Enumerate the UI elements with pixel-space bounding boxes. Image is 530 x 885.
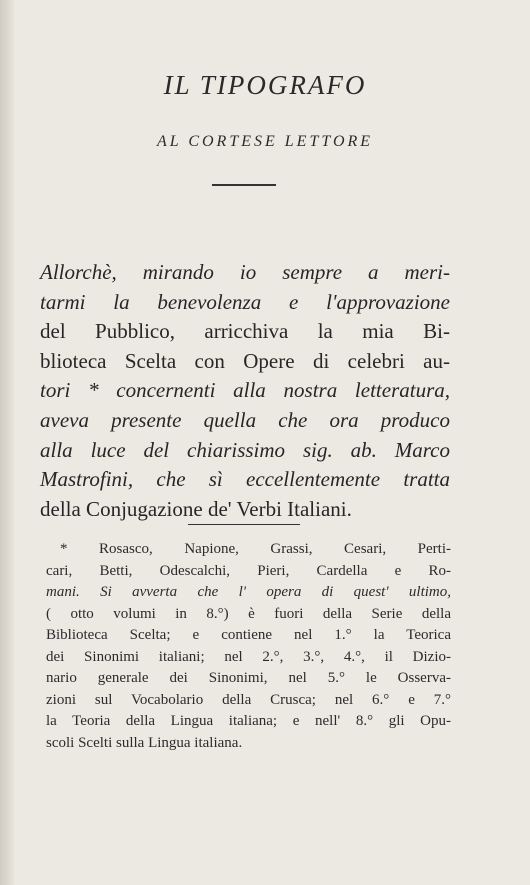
page-subtitle: AL CORTESE LETTORE bbox=[156, 133, 374, 150]
body-line: della Conjugazione de' Verbi Italiani. bbox=[40, 496, 352, 521]
footnote-line: ( otto volumi in 8.°) è fuori della Serie della bbox=[46, 605, 451, 622]
footnote-line: scoli Scelti sulla Lingua italiana. bbox=[46, 734, 243, 751]
footnote-line: cari, Betti, Odescalchi, Pieri, Cardella e Ro- bbox=[46, 562, 451, 579]
body-text bbox=[40, 258, 450, 524]
body-line: blioteca Scelta con Opere di celebri au- bbox=[40, 348, 450, 373]
heading-divider bbox=[212, 184, 276, 186]
footnote-line: mani. Si avverta che l' opera di quest' ultimo, bbox=[46, 584, 451, 600]
footnote-line: dei Sinonimi italiani; nel 2.°, 3.°, 4.°, il Dizio- bbox=[46, 648, 451, 665]
body-line: Mastrofini, che sì eccellentemente tratta bbox=[40, 467, 450, 492]
footnote-line: la Teoria della Lingua italiana; e nell' 8.° gli Opu- bbox=[46, 713, 451, 729]
footnote-line: Biblioteca Scelta; e contiene nel 1.° la Teorica bbox=[46, 627, 451, 643]
body-line: del Pubblico, arricchiva la mia Bi- bbox=[40, 319, 450, 344]
footnote-line: nario generale dei Sinonimi, nel 5.° le Osserva- bbox=[46, 670, 451, 686]
body-line: tarmi la benevolenza e l'approvazione bbox=[40, 289, 450, 314]
footnote-divider bbox=[188, 524, 300, 525]
footnote bbox=[46, 539, 451, 754]
page-title: IL TIPOGRAFO bbox=[163, 70, 367, 100]
footnote-line: * Rosasco, Napione, Grassi, Cesari, Perti- bbox=[60, 541, 451, 557]
footnote-line: zioni sul Vocabolario della Crusca; nel 6.° e 7.° bbox=[46, 691, 451, 708]
body-line: tori * concernenti alla nostra letteratura, bbox=[40, 378, 450, 403]
body-line: Allorchè, mirando io sempre a meri- bbox=[40, 260, 450, 284]
body-line: aveva presente quella che ora produco bbox=[40, 407, 450, 432]
body-line: alla luce del chiarissimo sig. ab. Marco bbox=[40, 437, 450, 462]
